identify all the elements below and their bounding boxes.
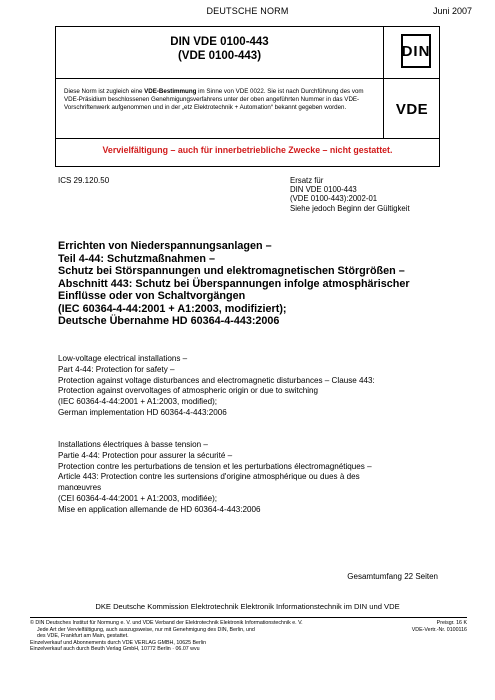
reproduction-warning: Vervielfältigung – auch für innerbetriebliche Zwecke – nicht gestattet. — [102, 145, 393, 155]
total-pages: Gesamtumfang 22 Seiten — [347, 572, 438, 581]
order-number: VDE-Vertr.-Nr. 0100116 — [411, 626, 467, 633]
norm-type-label: DEUTSCHE NORM — [206, 6, 289, 16]
replacement-info: Ersatz für DIN VDE 0100-443 (VDE 0100-443):2002-01 Siehe jedoch Beginn der Gültigkeit — [290, 176, 410, 213]
designation-row — [56, 27, 439, 79]
dke-line: DKE Deutsche Kommission Elektrotechnik Elektronik Informationstechnik im DIN und VDE — [95, 602, 400, 611]
din-designation: DIN VDE 0100-443 — [170, 36, 269, 48]
price-group: Preisgr. 16 K — [436, 620, 467, 626]
vde-bestimmung-emphasis: VDE-Bestimmung — [144, 88, 197, 95]
vde-logo: VDE — [395, 101, 429, 118]
ics-code: ICS 29.120.50 — [58, 176, 110, 185]
title-box — [55, 26, 440, 167]
footer-divider — [30, 617, 467, 618]
title-english: Low-voltage electrical installations – Part 4-44: Protection for safety – Protection against voltage disturbances and electromagnetic disturbances – Clause 443: Protection against overvoltages of atmospheric origin or due to switching (IEC 60364-4-44:2001 + A1:2003, modified); German implementation HD 60364-4-443:2006 — [58, 354, 375, 417]
notice-row — [56, 79, 439, 139]
publication-date: Juni 2007 — [432, 6, 472, 16]
din-logo: DIN — [401, 34, 431, 68]
footer-copyright: © DIN Deutsches Institut für Normung e. V. und VDE Verband der Elektrotechnik Elektronik Informationstechnik e. V. Jede Art der Vervielfältigung, auch auszugsweise, nur mit Genehmigung des DIN, Berlin, und des VDE, Frankfurt am Main, gestattet. Einzelverkauf und Abonnements durch VDE VERLAG GMBH, 10625 Berlin Einzelverkauf auch durch Beuth Verlag GmbH, 10772 Berlin · 06.07 wvu — [30, 620, 303, 653]
standard-designation — [56, 35, 383, 63]
title-french: Installations électriques à basse tension – Partie 4-44: Protection pour assurer la sécurité – Protection contre les perturbations de tension et les perturbations électromagnétiques – Article 443: Protection contre les surtensions d'origine atmosphérique ou dues à des manœuvres (CEI 60364-4-44:2001 + A1:2003, modifiée); Mise en application allemande de HD 60364-4-443:2006 — [58, 440, 372, 514]
title-german: Errichten von Niederspannungsanlagen – Teil 4-44: Schutzmaßnahmen – Schutz bei Störspannungen und elektromagnetischen Störgrößen – Abschnitt 443: Schutz bei Überspannungen infolge atmosphärischer Einflüsse oder von Schaltvorgängen (IEC 60364-4-44:2001 + A1:2003, modifiziert); Deutsche Übernahme HD 60364-4-443:2006 — [58, 240, 410, 327]
footer-price-info — [412, 620, 467, 633]
vde-designation: (VDE 0100-443) — [177, 50, 262, 62]
vde-notice: Diese Norm ist zugleich eine VDE-Bestimmung im Sinne von VDE 0022. Sie ist nach Durchführung des vom VDE-Präsidium beschlossenen Genehmigungsverfahrens unter der oben angeführten Nummer in das VDE-Vorschriftenwerk aufgenommen und in der „etz Elektrotechnik + Automation“ bekannt gegeben worden. — [64, 88, 364, 112]
